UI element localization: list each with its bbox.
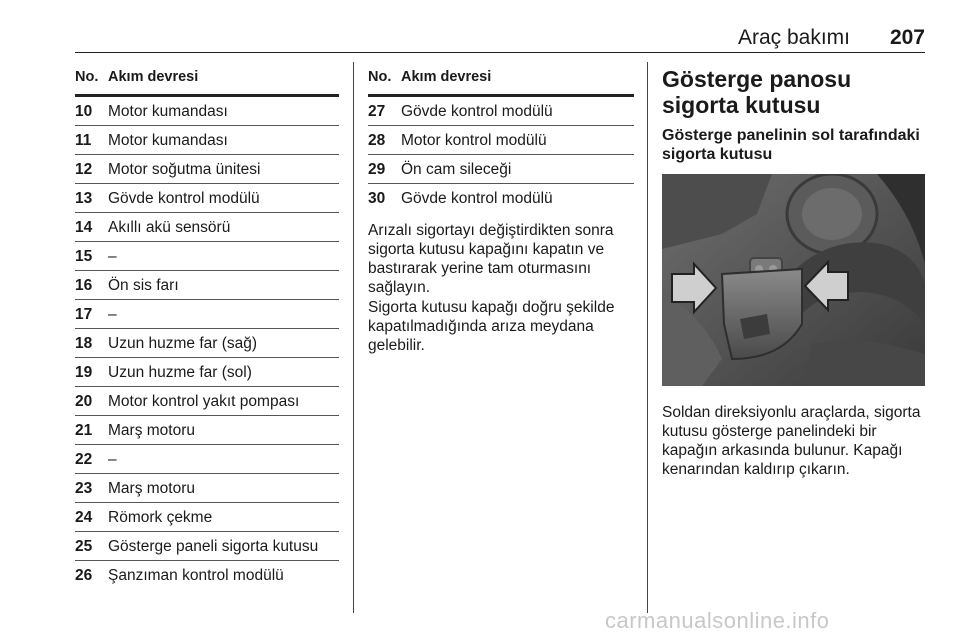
section-heading: Gösterge panosu sigorta kutusu <box>662 66 852 118</box>
fuse-number: 12 <box>75 161 93 178</box>
column-header-no: No. <box>75 69 99 85</box>
table-row <box>75 155 339 184</box>
fuse-number: 17 <box>75 306 93 323</box>
table-header <box>368 62 634 97</box>
table-row <box>75 532 339 561</box>
table-row <box>75 387 339 416</box>
fuse-number: 27 <box>368 103 386 120</box>
table-row <box>75 561 339 589</box>
table-row <box>368 155 634 184</box>
fuse-number: 10 <box>75 103 93 120</box>
fuse-circuit: Motor kontrol yakıt pompası <box>108 393 300 410</box>
fuse-number: 16 <box>75 277 93 294</box>
table-row <box>75 97 339 126</box>
table-row <box>75 271 339 300</box>
fuse-table-right <box>368 62 634 212</box>
table-row <box>75 416 339 445</box>
fuse-circuit: Motor kumandası <box>108 132 228 149</box>
fuse-circuit: Marş motoru <box>108 422 195 439</box>
column-header-no: No. <box>368 69 392 85</box>
table-row <box>368 97 634 126</box>
fuse-circuit: – <box>108 451 117 468</box>
fuse-number: 20 <box>75 393 93 410</box>
fuse-number: 22 <box>75 451 93 468</box>
page-header <box>75 26 925 53</box>
fuse-number: 28 <box>368 132 386 149</box>
fuse-number: 21 <box>75 422 93 439</box>
fuse-number: 15 <box>75 248 93 265</box>
table-row <box>368 184 634 212</box>
table-row <box>75 474 339 503</box>
watermark-text: carmanualsonline.info <box>605 608 830 633</box>
photo-caption: Soldan direksiyonlu araçlarda, sigorta kutusu gösterge panelindeki bir kapağın arkasında bulunur. Kapağı kenarından kaldırıp çıkarın. <box>662 404 921 478</box>
paragraph-warning: Sigorta kutusu kapağı doğru şekilde kapatılmadığında arıza meydana gelebilir. <box>368 299 615 354</box>
fuse-circuit: Uzun huzme far (sağ) <box>108 335 258 352</box>
table-row <box>75 503 339 532</box>
table-header <box>75 62 339 97</box>
fuse-number: 23 <box>75 480 93 497</box>
fuse-circuit: – <box>108 248 117 265</box>
fuse-number: 24 <box>75 509 93 526</box>
table-row <box>75 358 339 387</box>
fuse-circuit: Gövde kontrol modülü <box>401 190 553 207</box>
fuse-circuit: Römork çekme <box>108 509 213 526</box>
table-row <box>75 300 339 329</box>
column-header-circuit: Akım devresi <box>108 69 199 85</box>
fuse-circuit: Uzun huzme far (sol) <box>108 364 252 381</box>
fuse-circuit: Gösterge paneli sigorta kutusu <box>108 538 319 555</box>
table-row <box>368 126 634 155</box>
fuse-circuit: Akıllı akü sensörü <box>108 219 231 236</box>
fuse-number: 30 <box>368 190 386 207</box>
fuse-number: 18 <box>75 335 93 352</box>
fuse-number: 26 <box>75 567 93 584</box>
fuse-number: 14 <box>75 219 93 236</box>
page-number: 207 <box>889 26 925 49</box>
table-row <box>75 184 339 213</box>
fuse-box-illustration <box>662 174 925 386</box>
fuse-circuit: Ön sis farı <box>108 277 179 294</box>
fuse-number: 11 <box>75 132 92 149</box>
table-body <box>75 97 339 589</box>
fuse-circuit: Gövde kontrol modülü <box>108 190 260 207</box>
fuse-circuit: – <box>108 306 117 323</box>
column-divider <box>647 62 648 613</box>
section-subheading: Gösterge panelinin sol tarafındaki sigorta kutusu <box>662 127 920 163</box>
table-body <box>368 97 634 212</box>
table-row <box>75 242 339 271</box>
section-title: Araç bakımı <box>737 26 850 49</box>
fuse-number: 29 <box>368 161 386 178</box>
paragraph-replace-fuse: Arızalı sigortayı değiştirdikten sonra sigorta kutusu kapağını kapatın ve bastırarak yerine tam oturmasını sağlayın. <box>368 222 614 296</box>
fuse-circuit: Şanzıman kontrol modülü <box>108 567 284 584</box>
table-row <box>75 445 339 474</box>
column-header-circuit: Akım devresi <box>401 69 492 85</box>
fuse-circuit: Motor soğutma ünitesi <box>108 161 261 178</box>
fuse-circuit: Ön cam sileceği <box>401 161 512 178</box>
fuse-number: 13 <box>75 190 93 207</box>
table-row <box>75 213 339 242</box>
fuse-number: 19 <box>75 364 93 381</box>
fuse-circuit: Motor kumandası <box>108 103 228 120</box>
fuse-box-photo <box>662 174 925 386</box>
fuse-table-left <box>75 62 339 589</box>
fuse-circuit: Marş motoru <box>108 480 195 497</box>
fuse-circuit: Motor kontrol modülü <box>401 132 547 149</box>
table-row <box>75 126 339 155</box>
table-row <box>75 329 339 358</box>
fuse-number: 25 <box>75 538 93 555</box>
fuse-circuit: Gövde kontrol modülü <box>401 103 553 120</box>
column-divider <box>353 62 354 613</box>
